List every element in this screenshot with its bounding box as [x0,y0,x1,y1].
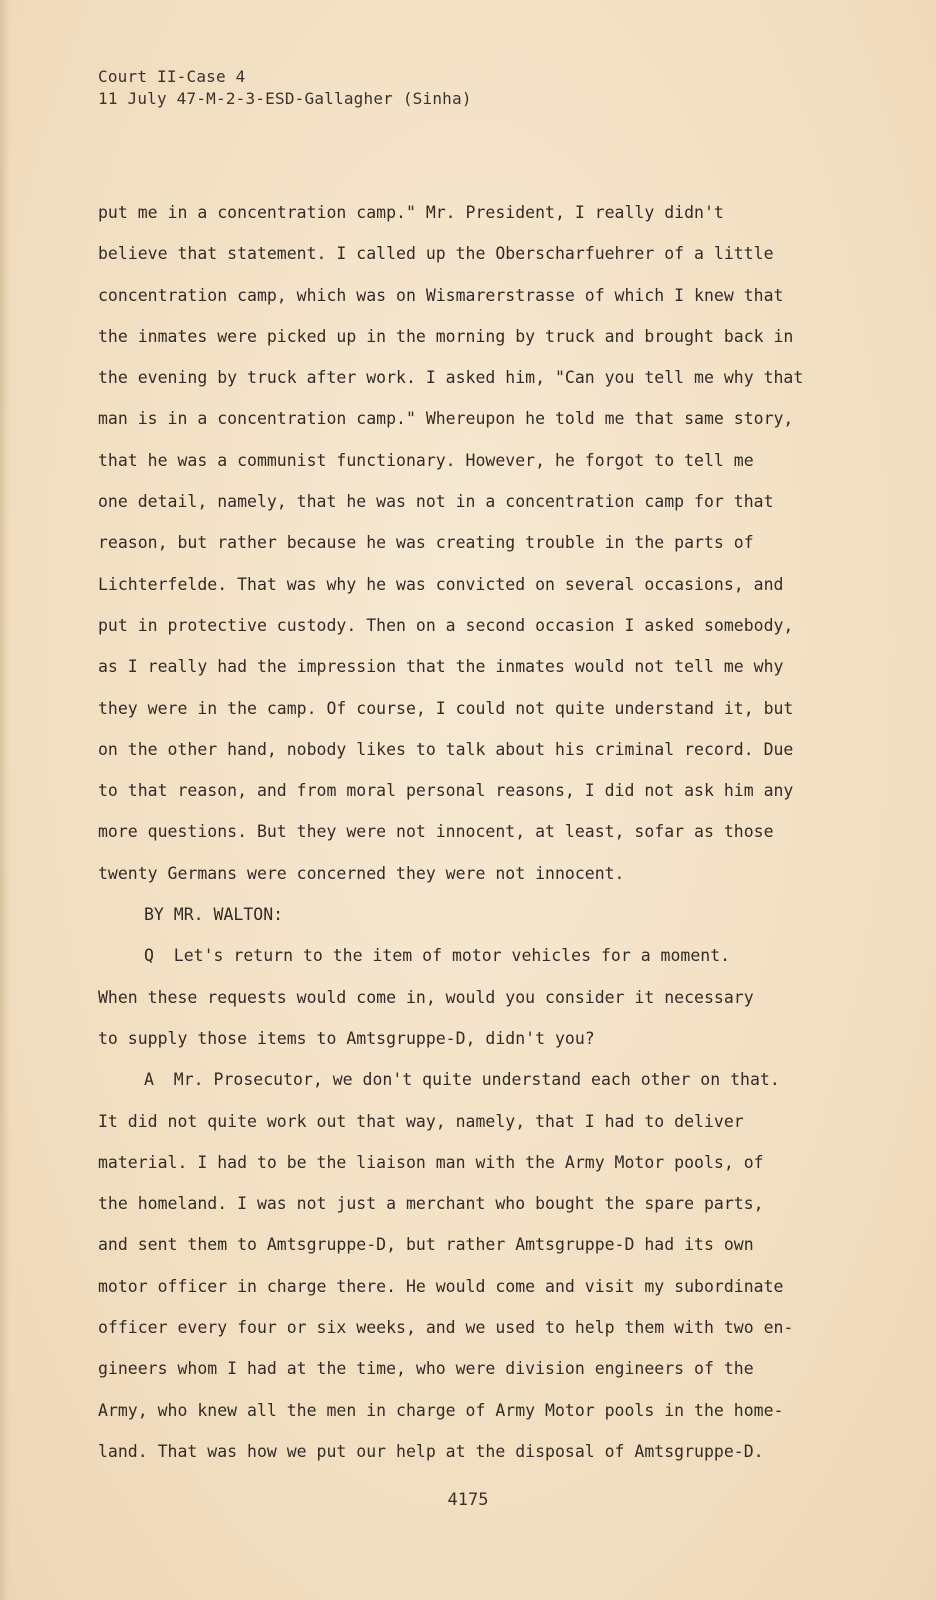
document-header [98,66,472,110]
transcript-line: to that reason, and from moral personal reasons, I did not ask him any [98,781,794,801]
transcript-line: officer every four or six weeks, and we used to help them with two en- [98,1318,794,1338]
transcript-line: put in protective custody. Then on a second occasion I asked somebody, [98,615,794,635]
transcript-line: gineers whom I had at the time, who were division engineers of the [98,1359,754,1379]
transcript-line: to supply those items to Amtsgruppe-D, didn't you? [98,1028,595,1048]
transcript-line: land. That was how we put our help at the disposal of Amtsgruppe-D. [98,1441,764,1461]
transcript-line: believe that statement. I called up the Oberscharfuehrer of a little [98,244,774,264]
transcript-line: concentration camp, which was on Wismarerstrasse of which I knew that [98,285,784,305]
transcript-line: It did not quite work out that way, namely, that I had to deliver [98,1111,744,1131]
transcript-line: motor officer in charge there. He would come and visit my subordinate [98,1276,784,1296]
transcript-line: the evening by truck after work. I asked him, "Can you tell me why that [98,368,804,388]
header-court-case: Court II-Case 4 [98,67,246,86]
transcript-body [98,192,848,1472]
transcript-line: as I really had the impression that the inmates would not tell me why [98,657,784,677]
transcript-line: man is in a concentration camp." Whereupon he told me that same story, [98,409,794,429]
transcript-line: they were in the camp. Of course, I could not quite understand it, but [98,698,794,718]
transcript-line: on the other hand, nobody likes to talk about his criminal record. Due [98,739,794,759]
transcript-line: the inmates were picked up in the morning by truck and brought back in [98,326,794,346]
transcript-line: and sent them to Amtsgruppe-D, but rather Amtsgruppe-D had its own [98,1235,754,1255]
transcript-line: Army, who knew all the men in charge of Army Motor pools in the home- [98,1400,784,1420]
transcript-line: more questions. But they were not innocent, at least, sofar as those [98,822,774,842]
transcript-line: that he was a communist functionary. However, he forgot to tell me [98,450,754,470]
question-line: Q Let's return to the item of motor vehicles for a moment. [144,946,731,966]
transcript-line: the homeland. I was not just a merchant who bought the spare parts, [98,1194,764,1214]
answer-line: A Mr. Prosecutor, we don't quite understand each other on that. [144,1070,780,1090]
page-edge-shadow [0,0,10,1600]
transcript-line: reason, but rather because he was creating trouble in the parts of [98,533,754,553]
transcript-line: When these requests would come in, would you consider it necessary [98,987,754,1007]
examiner-heading: BY MR. WALTON: [144,905,284,925]
transcript-line: Lichterfelde. That was why he was convicted on several occasions, and [98,574,784,594]
page-number: 4175 [447,1490,489,1510]
transcript-line: material. I had to be the liaison man with the Army Motor pools, of [98,1152,764,1172]
transcript-line: twenty Germans were concerned they were not innocent. [98,863,625,883]
transcript-line: put me in a concentration camp." Mr. President, I really didn't [98,203,724,222]
header-date-reference: 11 July 47-M-2-3-ESD-Gallagher (Sinha) [98,89,472,108]
transcript-line: one detail, namely, that he was not in a concentration camp for that [98,492,774,512]
